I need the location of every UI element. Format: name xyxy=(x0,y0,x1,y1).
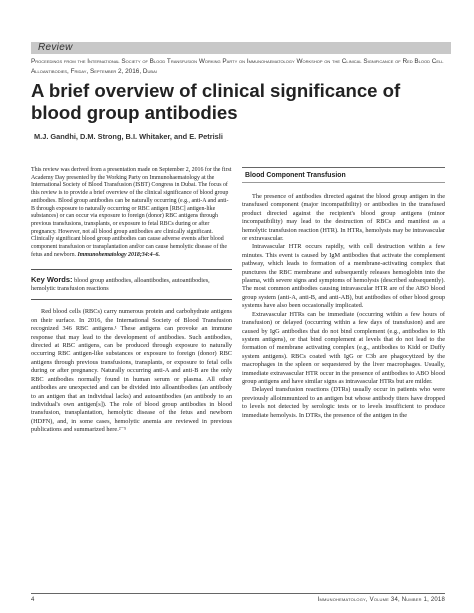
right-column xyxy=(242,167,445,420)
paragraph: Intravascular HTR occurs rapidly, with cell destruction within a few minutes. This event is caused by IgM antibodies that activate the complement pathway, which leads to formation of a membrane-activating complex that punctures the RBC membrane and subsequently releases hemoglobin into the plasma, with severe signs and symptoms of hemolysis (described subsequently). The most common antibodies causing intravascular HTR are of the ABO blood group system (anti-A, anti-B, and anti-AB), but antibodies of other blood group systems have also been occasionally implicated. xyxy=(242,243,445,310)
proceedings-line: Proceedings from the International Society of Blood Transfusion Working Party on Immunohaematology Workshop on the Clinical Significance of Red Blood Cell Alloantibodies, Friday, September 2, 2016, Dubai xyxy=(31,58,444,75)
paragraph: Extravascular HTRs can be immediate (occurring within a few hours of transfusion) or delayed (occurring within a few days of transfusion) and are caused by IgG antibodies that do not bind complement (e.g., antibodies to Rh system antigens), or that bind complement at levels that do not lead to the formation of membrane activating complex (e.g., antibodies to Kidd or Duffy system antigens). RBCs coated with IgG or C3b are phagocytized by the macrophages in the spleen or sequestered by the liver macrophages. Usually, immediate extravascular HTR occur in the presence of antibodies to ABO blood group antigens and have similar signs as intravascular HTRs but are milder. xyxy=(242,310,445,385)
journal-citation: Immunohematology, Volume 34, Number 1, 2018 xyxy=(317,597,445,603)
abstract xyxy=(31,167,232,259)
body-text-left xyxy=(31,308,232,434)
left-column xyxy=(31,167,232,435)
paragraph: Red blood cells (RBCs) carry numerous protein and carbohydrate antigens on their surface. In 2016, the International Society of Blood Transfusion recognized 346 RBC antigens.¹ These antigens can provoke an immune response that may lead to the development of antibodies. Such antibodies, directed at RBC antigens, can be produced through exposure to naturally occurring RBC antigen-like substances or exposure to foreign (donor) RBC antigens through previous transfusions, transplants, or exposure to fetal cells during or after pregnancy. Naturally occurring anti-A and anti-B are the only RBC antibodies normally found in human serum or plasma. All other antibodies are unexpected and can be divided into alloantibodies (an antibody to an antigen that an individual lacks) and autoantibodies (an antibody to an individual's own antigen[s]). The role of blood group antibodies in blood transfusion, transplantation, hemolytic disease of the fetus and newborn (HDFN), and, in some cases, hemolytic anemia are reviewed in previous publications and summarized here.²⁻⁵ xyxy=(31,308,232,434)
section-heading: Blood Component Transfusion xyxy=(242,167,445,183)
section-label: Review xyxy=(38,42,73,53)
page-number: 4 xyxy=(31,597,35,603)
article-title: A brief overview of clinical significance of blood group antibodies xyxy=(31,80,401,123)
body-text-right xyxy=(242,193,445,420)
keywords xyxy=(31,276,232,293)
keywords-bottom-rule xyxy=(31,299,232,300)
paragraph: The presence of antibodies directed against the blood group antigen in the transfused component (major incompatibility) or antibodies in the transfused product directed against the recipient's blood group antigens (minor incompatibility) may lead to the destruction of RBCs and manifest as a hemolytic transfusion reaction (HTR). In HTRs, hemolysis may be intravascular or extravascular. xyxy=(242,193,445,243)
section-header-bar xyxy=(31,42,451,54)
abstract-text: This review was derived from a presentation made on September 2, 2016 for the first Academy Day presented by the Working Party on Immunohaematology at the International Society of Blood Transfusion (ISBT) Congress in Dubai. The focus of this review is to provide a brief overview of the clinical significance of blood group antibodies. Blood group antibodies can be naturally occurring (e.g., anti-A and anti-B through exposure to naturally occurring or RBC antigen [RBC] antigen-like substances) or can occur via exposure to foreign (donor) RBC antigens through previous transfusions, transplants, or exposure to fetal RBCs during or after pregnancy. However, not all blood group antibodies are clinically significant. Clinically significant blood group antibodies can cause adverse events after blood component transfusion or transplantation and/or can cause hemolytic disease of the fetus and newborn. xyxy=(31,167,232,258)
page-footer xyxy=(31,593,445,603)
keywords-text: blood group antibodies, alloantibodies, autoantibodies, hemolytic transfusion reactions xyxy=(31,277,210,293)
paragraph: Delayed transfusion reactions (DTRs) usually occur in patients who were previously alloimmunized to an antigen but whose antibody titers have dropped to levels not detected by serologic tests or to levels insufficient to produce immediate hemolysis. In DTRs, the presence of the antigen in the xyxy=(242,386,445,419)
keywords-top-rule xyxy=(31,269,232,270)
keywords-label: Key Words: xyxy=(31,275,73,285)
author-list: M.J. Gandhi, D.M. Strong, B.I. Whitaker, and E. Petrisli xyxy=(34,132,223,141)
abstract-citation: Immunohematology 2018;34:4–6. xyxy=(77,251,160,258)
